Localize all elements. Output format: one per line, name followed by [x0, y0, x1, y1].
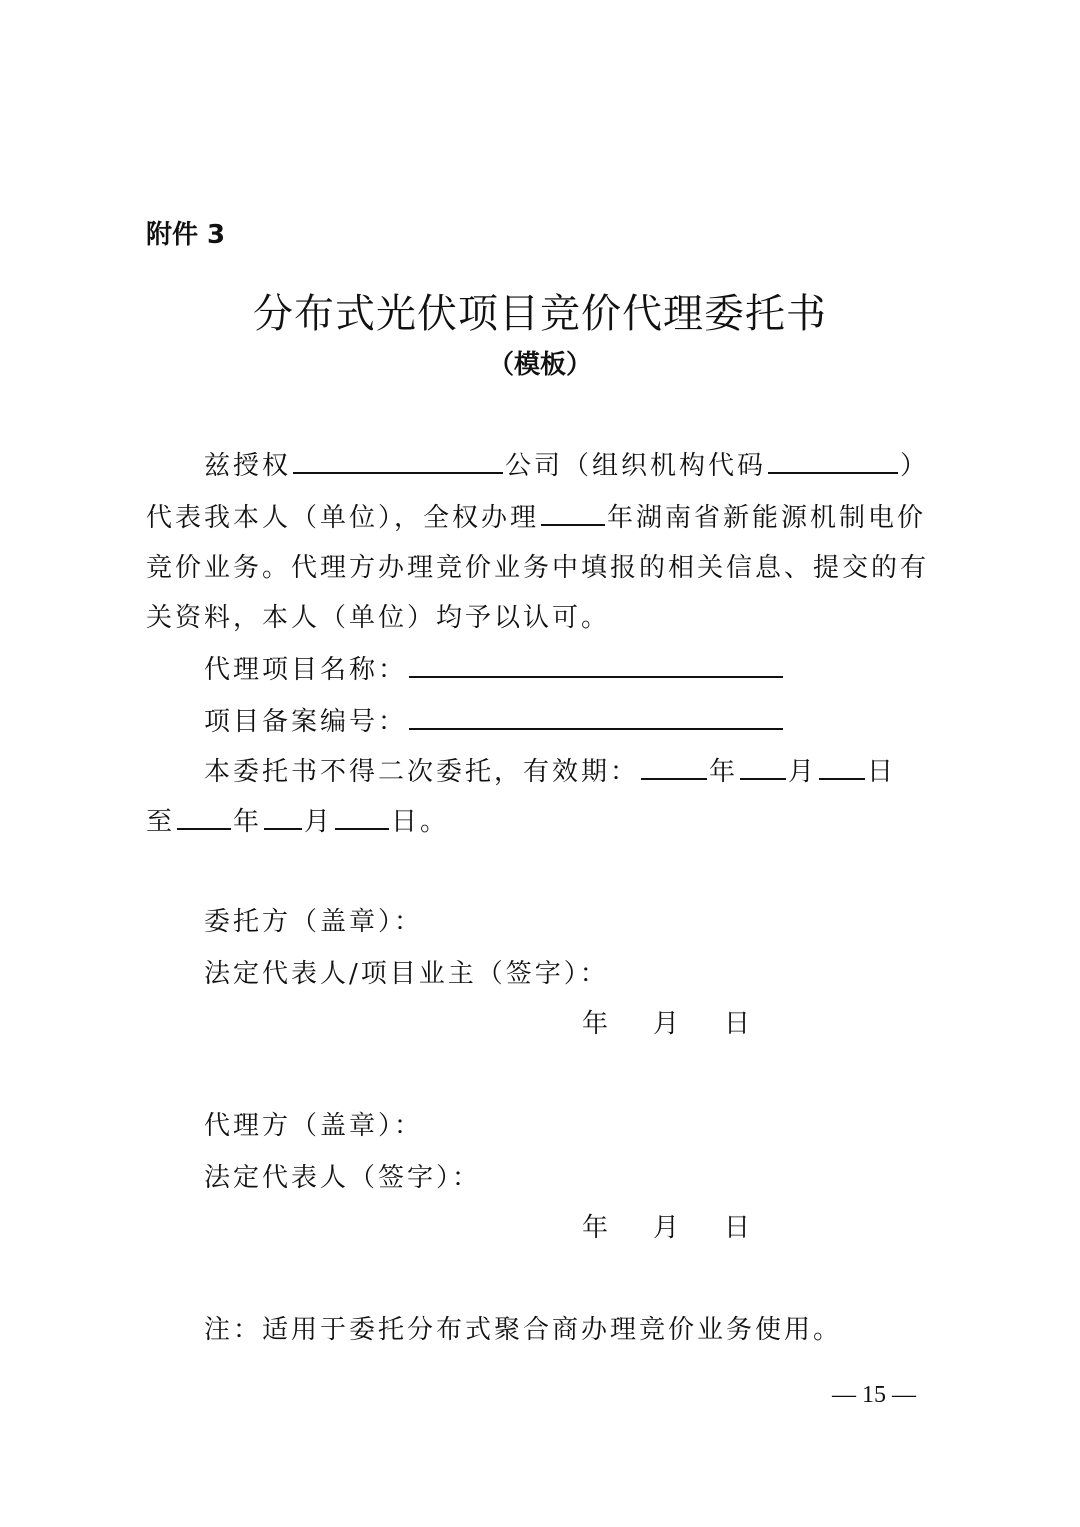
paragraph-line-3: 竞价业务。代理方办理竞价业务中填报的相关信息、提交的有: [146, 553, 930, 583]
project-name-blank[interactable]: [409, 650, 783, 678]
close-paren-text: ）: [900, 451, 930, 481]
validity-to-month-blank[interactable]: [264, 802, 302, 830]
date-year: 年: [582, 1213, 612, 1243]
document-title: 分布式光伏项目竞价代理委托书: [253, 291, 827, 337]
company-org-code-text: 公司（组织机构代码: [505, 451, 767, 481]
year-text: 年: [233, 807, 263, 837]
month-text: 月: [304, 807, 334, 837]
validity-to-day-blank[interactable]: [335, 802, 389, 830]
attachment-label: 附件 3: [146, 220, 226, 250]
date-day: 日: [724, 1009, 754, 1039]
date-day: 日: [724, 1213, 754, 1243]
day-end-text: 日。: [391, 807, 450, 837]
project-name-label: 代理项目名称：: [204, 655, 408, 685]
project-record-label: 项目备案编号：: [204, 707, 408, 737]
validity-from-month-blank[interactable]: [740, 752, 786, 780]
year-text: 年: [709, 757, 739, 787]
date-month: 月: [653, 1213, 683, 1243]
represent-text: 代表我本人（单位），全权办理: [146, 503, 540, 533]
document-subtitle: （模板）: [487, 350, 592, 380]
date-month: 月: [653, 1009, 683, 1039]
company-name-blank[interactable]: [293, 446, 503, 474]
month-text: 月: [788, 757, 818, 787]
validity-from-day-blank[interactable]: [819, 752, 865, 780]
paragraph-line-2: [146, 498, 926, 536]
paragraph-line-4: 关资料，本人（单位）均予以认可。: [146, 603, 611, 633]
validity-from-year-blank[interactable]: [641, 752, 707, 780]
agent-seal-label: 代理方（盖章）：: [204, 1111, 424, 1141]
project-record-blank[interactable]: [409, 702, 783, 730]
validity-to-text: 至: [146, 807, 176, 837]
bid-year-blank[interactable]: [541, 498, 605, 526]
day-text: 日: [867, 757, 897, 787]
principal-seal-label: 委托方（盖章）：: [204, 907, 424, 937]
agent-date-row: [582, 1210, 753, 1246]
paragraph-line-1: [204, 446, 929, 484]
principal-date-row: [582, 1006, 753, 1042]
hunan-price-text: 年湖南省新能源机制电价: [607, 503, 927, 533]
validity-row: [204, 752, 896, 790]
principal-sign-label: 法定代表人/项目业主（签字）：: [204, 959, 609, 989]
agent-sign-label: 法定代表人（签字）：: [204, 1163, 482, 1193]
validity-text: 本委托书不得二次委托，有效期：: [204, 757, 640, 787]
validity-to-row: [146, 802, 449, 840]
authorize-text: 兹授权: [204, 451, 292, 481]
validity-to-year-blank[interactable]: [177, 802, 231, 830]
project-record-row: [204, 702, 785, 740]
date-year: 年: [582, 1009, 612, 1039]
usage-note: 注：适用于委托分布式聚合商办理竞价业务使用。: [204, 1315, 843, 1345]
page-number: — 15 —: [832, 1382, 916, 1408]
org-code-blank[interactable]: [768, 446, 898, 474]
project-name-row: [204, 650, 785, 688]
